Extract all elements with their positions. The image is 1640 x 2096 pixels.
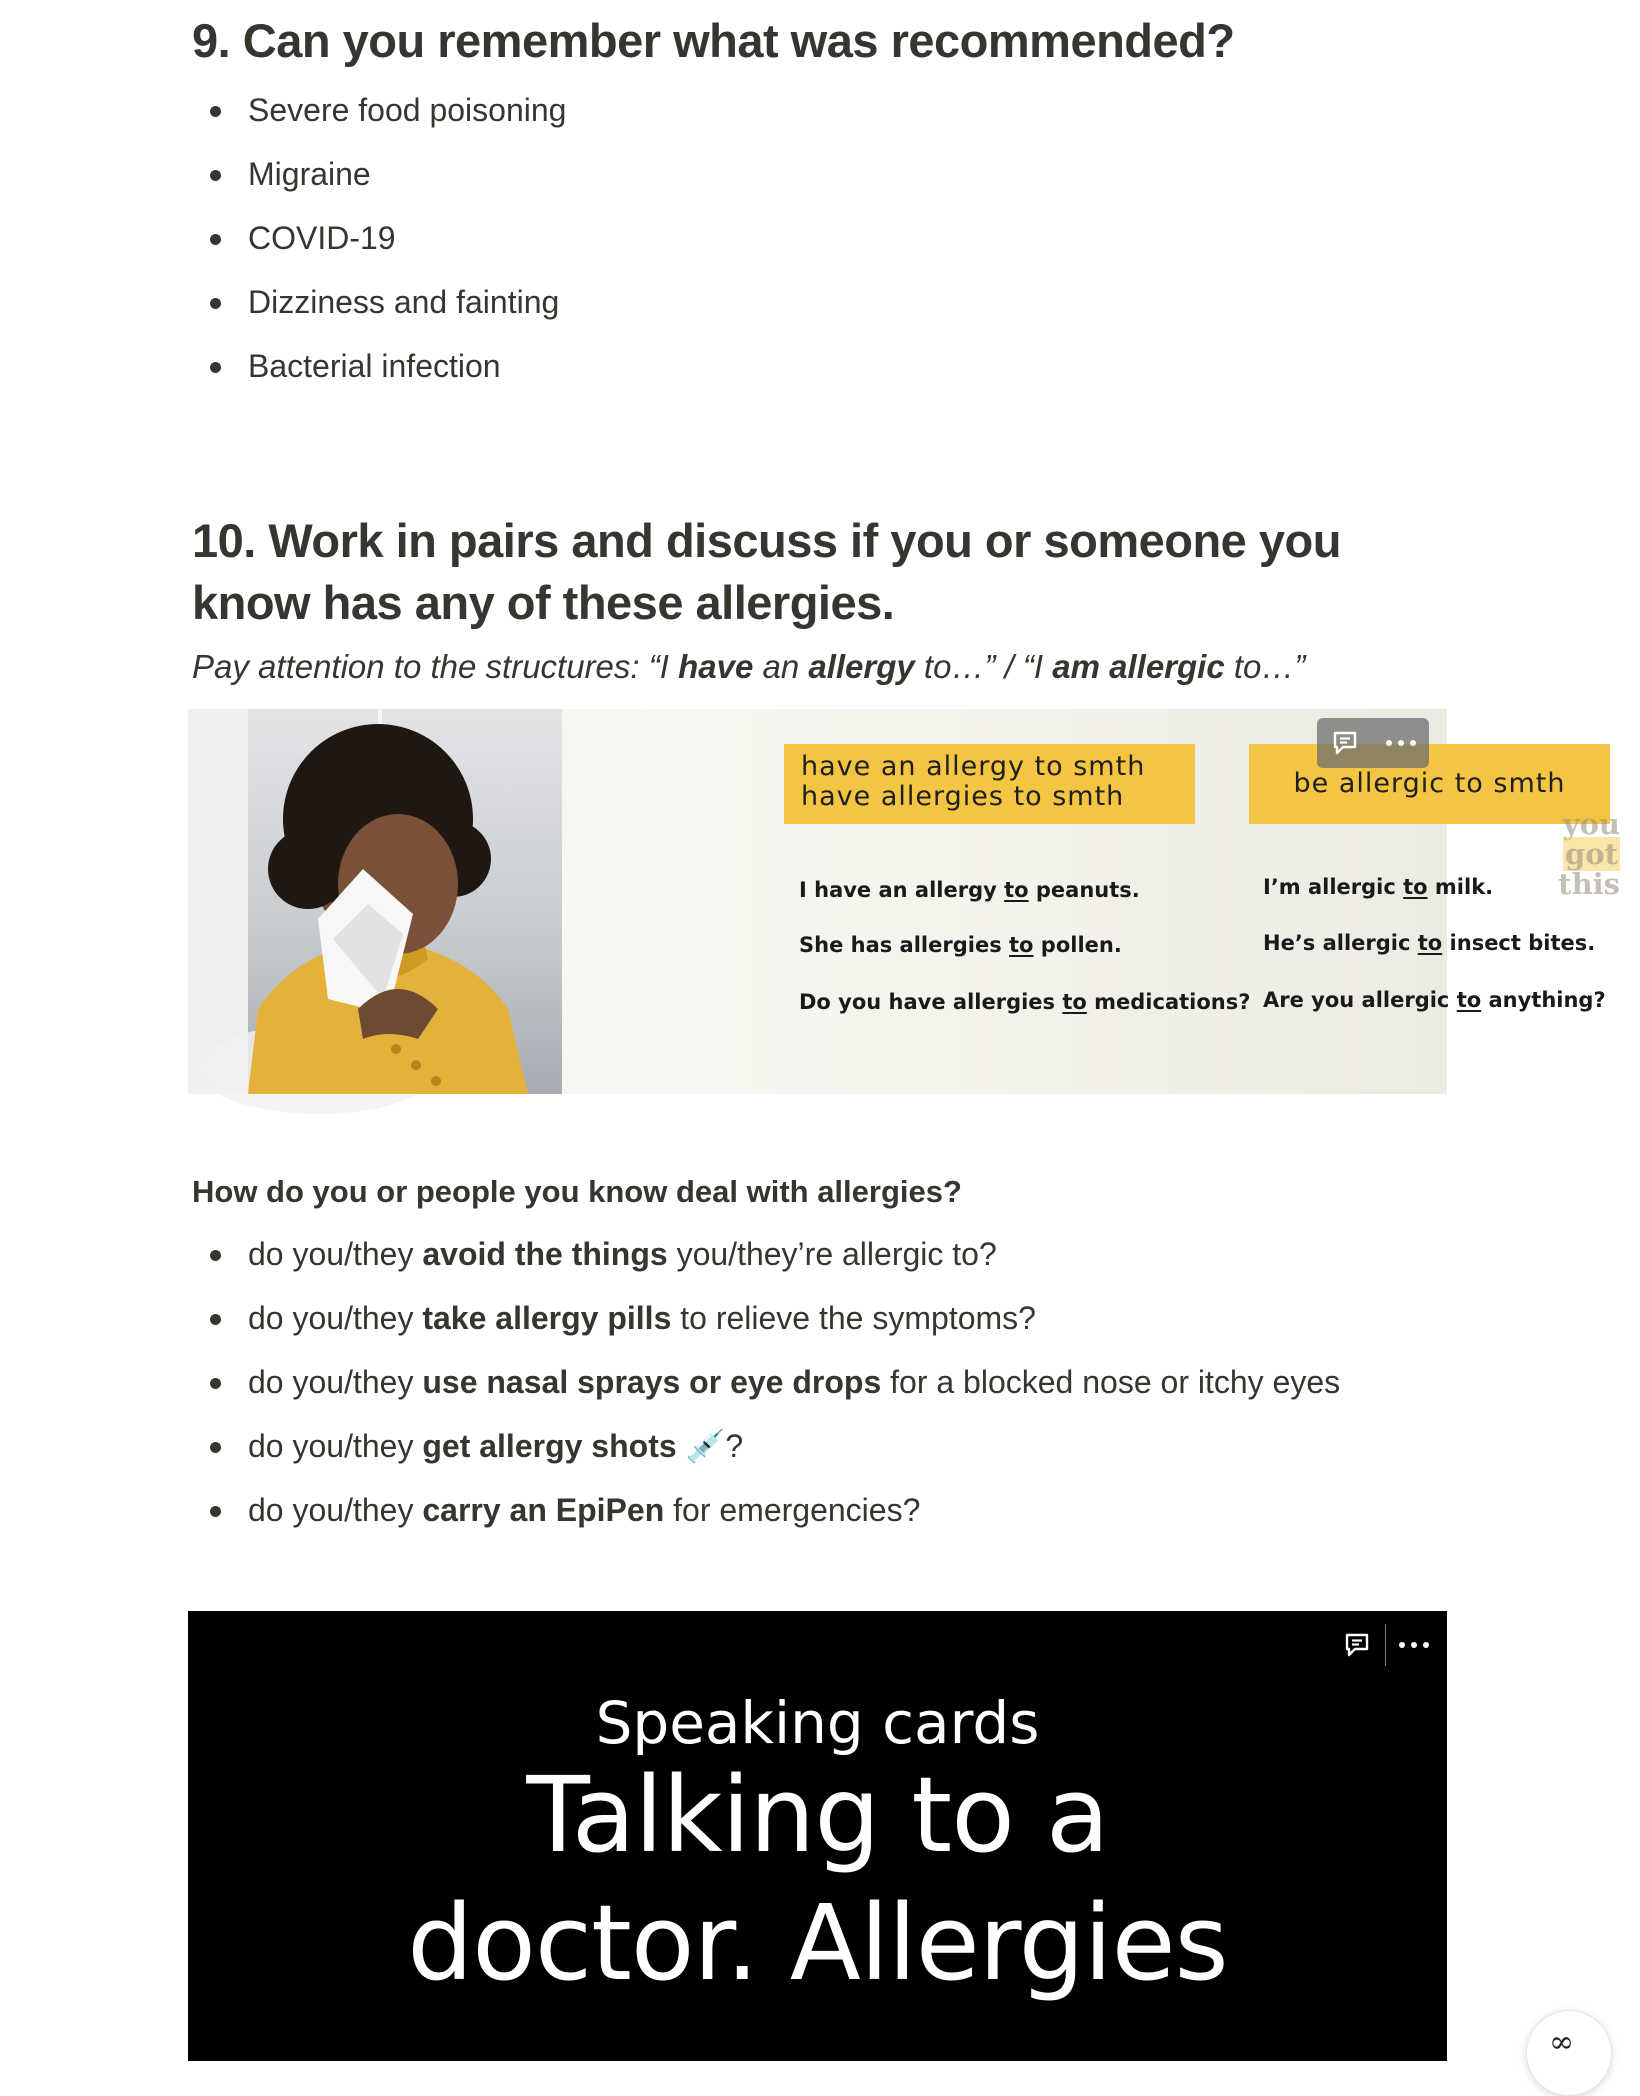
list-item: Migraine bbox=[192, 142, 566, 206]
example-sentence: He’s allergic to insect bites. bbox=[1263, 931, 1596, 955]
structures-bold: have bbox=[678, 648, 754, 685]
more-options-icon bbox=[1399, 1642, 1429, 1648]
more-options-button[interactable] bbox=[1386, 1620, 1442, 1670]
structures-note bbox=[192, 648, 1305, 686]
list-item: Bacterial infection bbox=[192, 334, 566, 398]
deal-question: How do you or people you know deal with allergies? bbox=[192, 1174, 962, 1209]
example-sentence: I have an allergy to peanuts. bbox=[799, 878, 1140, 902]
structures-text: to…” bbox=[1224, 648, 1306, 685]
structures-bold: allergy bbox=[808, 648, 915, 685]
structures-text: Pay attention to the structures: “I bbox=[192, 648, 679, 685]
list-item: do you/they take allergy pills to relieve the symptoms? bbox=[192, 1286, 1340, 1350]
you-got-this-watermark: you got this bbox=[1558, 807, 1620, 901]
structures-bold: am allergic bbox=[1052, 648, 1225, 685]
list-item: COVID-19 bbox=[192, 206, 566, 270]
deal-list bbox=[192, 1222, 1340, 1542]
comment-icon bbox=[1331, 729, 1359, 757]
list-item: do you/they use nasal sprays or eye drops for a blocked nose or itchy eyes bbox=[192, 1350, 1340, 1414]
comment-icon bbox=[1343, 1631, 1371, 1659]
panel-line: have an allergy to smth bbox=[801, 751, 1146, 782]
list-item: do you/they get allergy shots 💉? bbox=[192, 1414, 1340, 1478]
video-title: Talking to a doctor. Allergies bbox=[407, 1754, 1228, 2004]
speaking-cards-embed[interactable] bbox=[188, 1611, 1447, 2061]
allergy-noun-panel bbox=[784, 744, 1195, 824]
video-subtitle: Speaking cards bbox=[595, 1689, 1040, 1757]
more-options-icon bbox=[1386, 740, 1416, 746]
list-item: Severe food poisoning bbox=[192, 78, 566, 142]
list-item: do you/they avoid the things you/they’re allergic to? bbox=[192, 1222, 1340, 1286]
example-sentence: She has allergies to pollen. bbox=[799, 933, 1122, 957]
panel-line: have allergies to smth bbox=[801, 781, 1125, 812]
help-icon: ∞ bbox=[1549, 2025, 1574, 2060]
list-item: do you/they carry an EpiPen for emergencies? bbox=[192, 1478, 1340, 1542]
more-options-button[interactable] bbox=[1373, 718, 1429, 768]
embed-toolbar bbox=[1329, 1620, 1442, 1670]
section-9-heading: 9. Can you remember what was recommended? bbox=[192, 14, 1235, 67]
example-sentence: Do you have allergies to medications? bbox=[799, 990, 1251, 1014]
sneezing-woman-photo bbox=[188, 709, 562, 1094]
section-10-heading: 10. Work in pairs and discuss if you or someone you know has any of these allergies. bbox=[192, 514, 1341, 629]
comment-button[interactable] bbox=[1329, 1620, 1385, 1670]
example-sentence: I’m allergic to milk. bbox=[1263, 875, 1494, 899]
comment-button[interactable] bbox=[1317, 718, 1373, 768]
example-sentence: Are you allergic to anything? bbox=[1263, 988, 1606, 1012]
image-toolbar bbox=[1317, 718, 1429, 768]
allergic-adjective-panel: be allergic to smth bbox=[1249, 744, 1610, 824]
structures-text: to…” / “I bbox=[914, 648, 1053, 685]
allergy-structures-image[interactable] bbox=[188, 709, 1620, 1094]
structures-text: an bbox=[753, 648, 809, 685]
list-item: Dizziness and fainting bbox=[192, 270, 566, 334]
help-button[interactable] bbox=[1526, 2010, 1612, 2096]
recommendations-list bbox=[192, 78, 566, 398]
